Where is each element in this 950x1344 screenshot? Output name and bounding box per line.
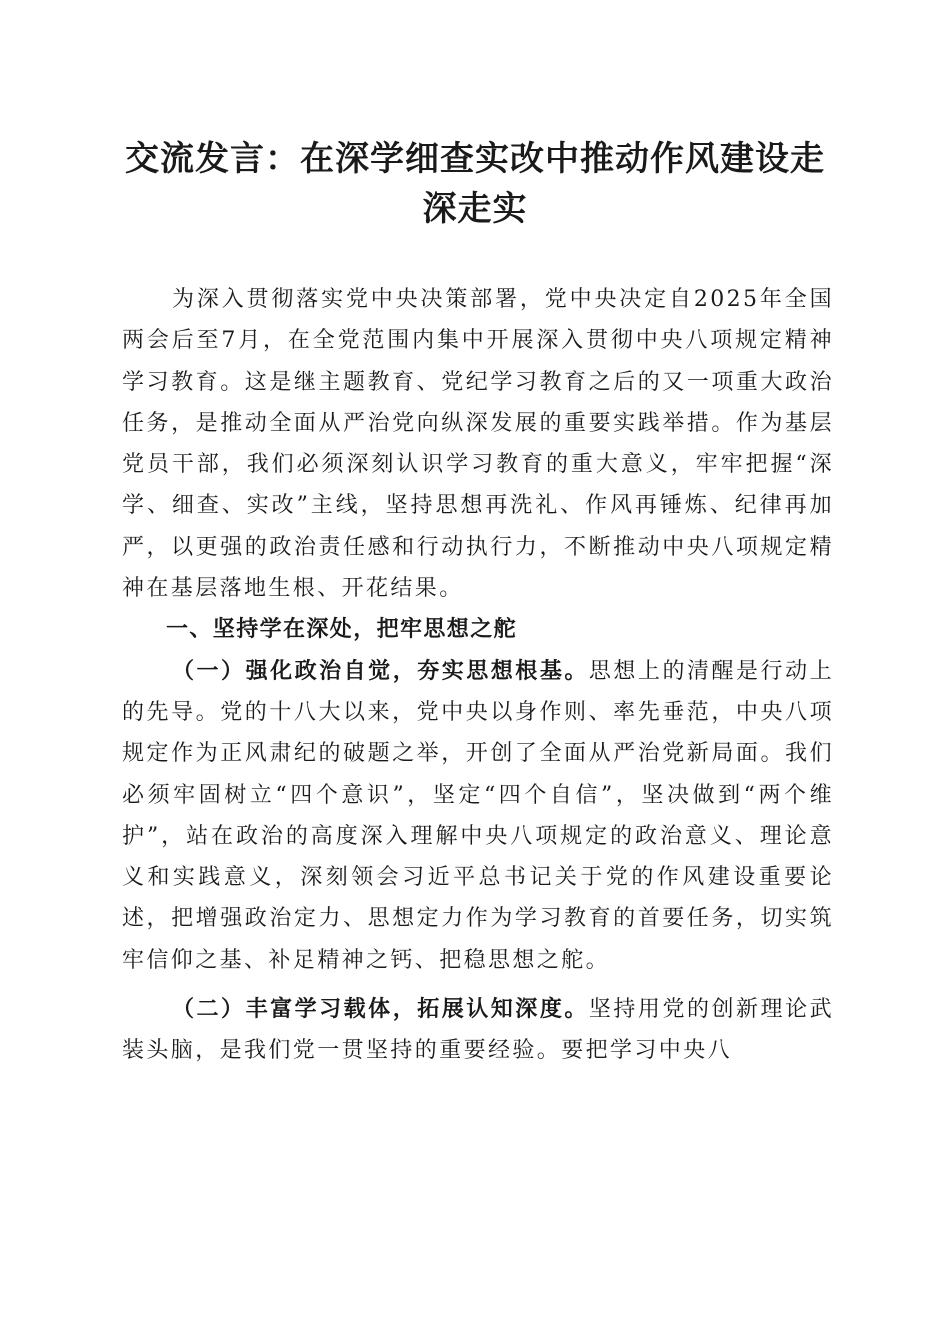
subsection-1-body: 思想上的清醒是行动上的先导。党的十八大以来，党中央以身作则、率先垂范，中央八项规定作为正风肃纪的破题之举，开创了全面从严治党新局面。我们必须牢固树立“四个意识”，坚定“四个自信”，坚决做到“两个维护”，站在政治的高度深入理解中央八项规定的政治意义、理论意义和实践意义，深刻领会习近平总书记关于党的作风建设重要论述，把增强政治定力、思想定力作为学习教育的首要任务，切实筑牢信仰之基、补足精神之钙、把稳思想之舵。 [122, 658, 834, 973]
subsection-1-lead: （一）强化政治自觉，夯实思想根基。 [172, 657, 589, 684]
section-1-heading: 一、坚持学在深处，把牢思想之舵 [166, 617, 518, 643]
paragraph-spacer [122, 981, 834, 989]
subsection-2-lead: （二）丰富学习载体，拓展认知深度。 [172, 996, 589, 1023]
subsection-2-paragraph [122, 989, 834, 1072]
intro-paragraph: 为深入贯彻落实党中央决策部署，党中央决定自2025年全国两会后至7月，在全党范围内集中开展深入贯彻中央八项规定精神学习教育。这是继主题教育、党纪学习教育之后的又一项重大政治任务，是推动全面从严治党向纵深发展的重要实践举措。作为基层党员干部，我们必须深刻认识学习教育的重大意义，牢牢把握“深学、细查、实改”主线，坚持思想再洗礼、作风再锤炼、纪律再加严，以更强的政治责任感和行动执行力，不断推动中央八项规定精神在基层落地生根、开花结果。 [122, 287, 834, 602]
document-body [122, 279, 834, 1072]
subsection-1-paragraph [122, 651, 834, 981]
title-line-1: 交流发言：在深学细查实改中推动作风建设走 [125, 139, 825, 179]
subsection-2-body: 坚持用党的创新理论武装头脑，是我们党一贯坚持的重要经验。要把学习中央八 [122, 997, 834, 1064]
document-title [100, 134, 850, 234]
title-line-2: 深走实 [422, 189, 528, 229]
